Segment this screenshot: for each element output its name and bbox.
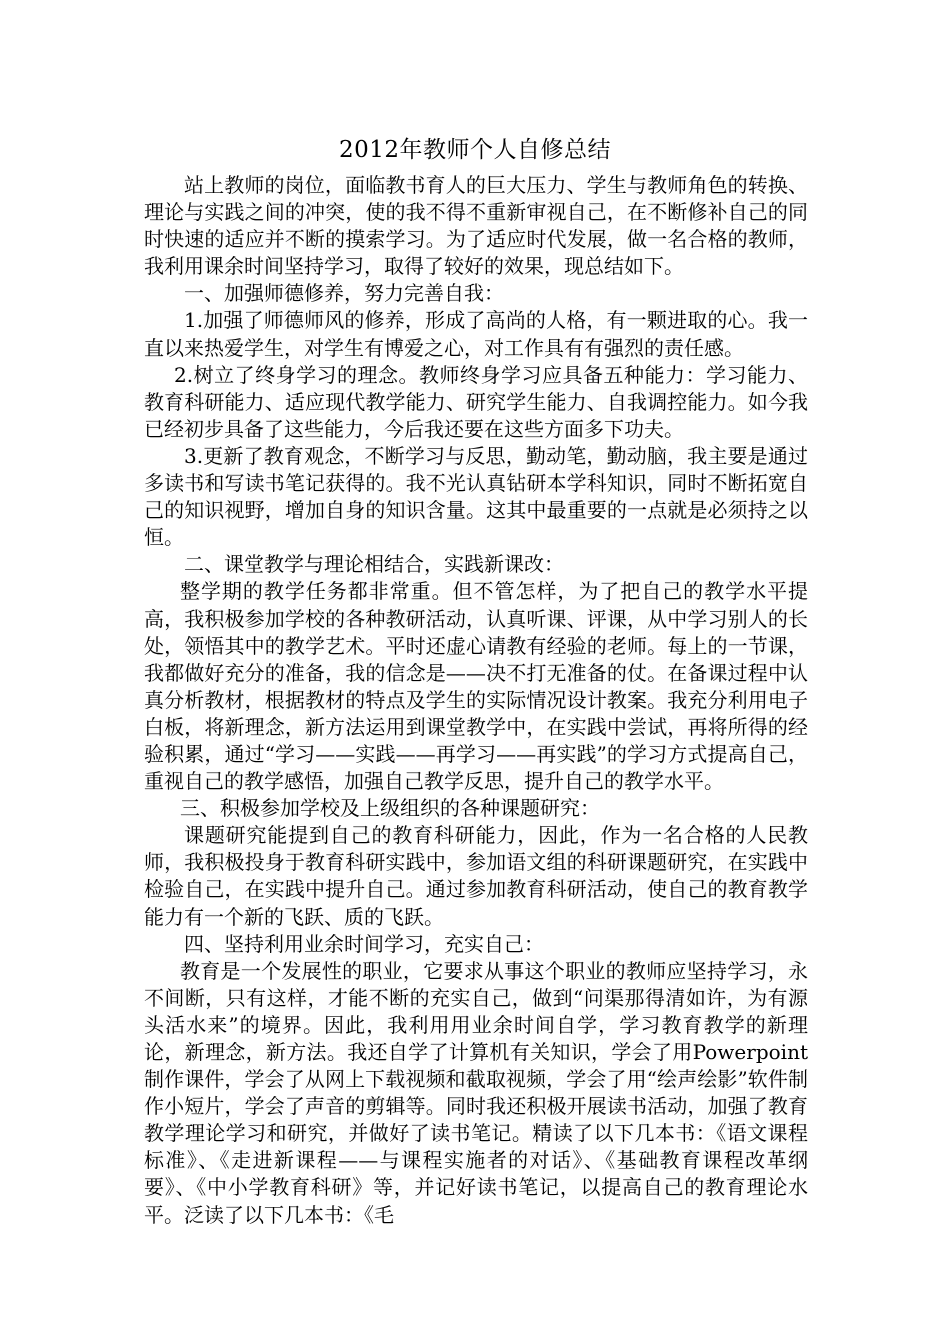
section-heading-4: 四、坚持利用业余时间学习，充实自己：: [184, 931, 544, 956]
section-1-item-3: 3.更新了教育观念，不断学习与反思，勤动笔，勤动脑，我主要是通过多读书和写读书笔记获得的。我不光认真钻研本学科知识，同时不断拓宽自己的知识视野，增加自身的知识含量。这其中最重要的一点就是必须持之以恒。: [144, 443, 808, 550]
section-1-item-1: 1.加强了师德师风的修养，形成了高尚的人格，有一颗进取的心。我一直以来热爱学生，对学生有博爱之心，对工作具有有强烈的责任感。: [144, 308, 808, 360]
section-4-paragraph: 教育是一个发展性的职业，它要求从事这个职业的教师应坚持学习，永不间断，只有这样，才能不断的充实自己，做到“问渠那得清如许，为有源头活水来”的境界。因此，我利用用业余时间自学，学习教育教学的新理论，新理念，新方法。我还自学了计算机有关知识，学会了用Powerpoint制作课件，学会了从网上下载视频和截取视频，学会了用“绘声绘影”软件制作小短片，学会了声音的剪辑等。同时我还积极开展读书活动，加强了教育教学理论学习和研究，并做好了读书笔记。精读了以下几本书：《语文课程标准》、《走进新课程——与课程实施者的对话》、《基础教育课程改革纲要》、《中小学教育科研》等，并记好读书笔记，以提高自己的教育理论水平。泛读了以下几本书：《毛: [144, 958, 808, 1227]
document-title: 2012年教师个人自修总结: [338, 137, 612, 163]
section-heading-3: 三、积极参加学校及上级组织的各种课题研究：: [180, 796, 600, 821]
document-body: [144, 172, 808, 1229]
section-heading-1: 一、加强师德修养，努力完善自我：: [184, 281, 504, 306]
section-1-item-2: 2.树立了终身学习的理念。教师终身学习应具备五种能力：学习能力、教育科研能力、适应现代教学能力、研究学生能力、自我调控能力。如今我已经初步具备了这些能力，今后我还要在这些方面多下功夫。: [144, 362, 808, 441]
section-2-paragraph: 整学期的教学任务都非常重。但不管怎样，为了把自己的教学水平提高，我积极参加学校的各种教研活动，认真听课、评课，从中学习别人的长处，领悟其中的教学艺术。平时还虚心请教有经验的老师。每上的一节课，我都做好充分的准备，我的信念是——决不打无准备的仗。在备课过程中认真分析教材，根据教材的特点及学生的实际情况设计教案。我充分利用电子白板，将新理念，新方法运用到课堂教学中，在实践中尝试，再将所得的经验积累，通过“学习——实践——再学习——再实践”的学习方式提高自己，重视自己的教学感悟，加强自己教学反思，提升自己的教学水平。: [144, 579, 808, 794]
intro-paragraph: 站上教师的岗位，面临教书育人的巨大压力、学生与教师角色的转换、理论与实践之间的冲突，使的我不得不重新审视自己，在不断修补自己的同时快速的适应并不断的摸索学习。为了适应时代发展，做一名合格的教师，我利用课余时间坚持学习，取得了较好的效果，现总结如下。: [144, 173, 808, 279]
section-3-paragraph: 课题研究能提到自己的教育科研能力，因此，作为一名合格的人民教师，我积极投身于教育科研实践中，参加语文组的科研课题研究，在实践中检验自己，在实践中提升自己。通过参加教育科研活动，使自己的教育教学能力有一个新的飞跃、质的飞跃。: [144, 823, 808, 929]
section-heading-2: 二、课堂教学与理论相结合，实践新课改：: [184, 552, 564, 577]
